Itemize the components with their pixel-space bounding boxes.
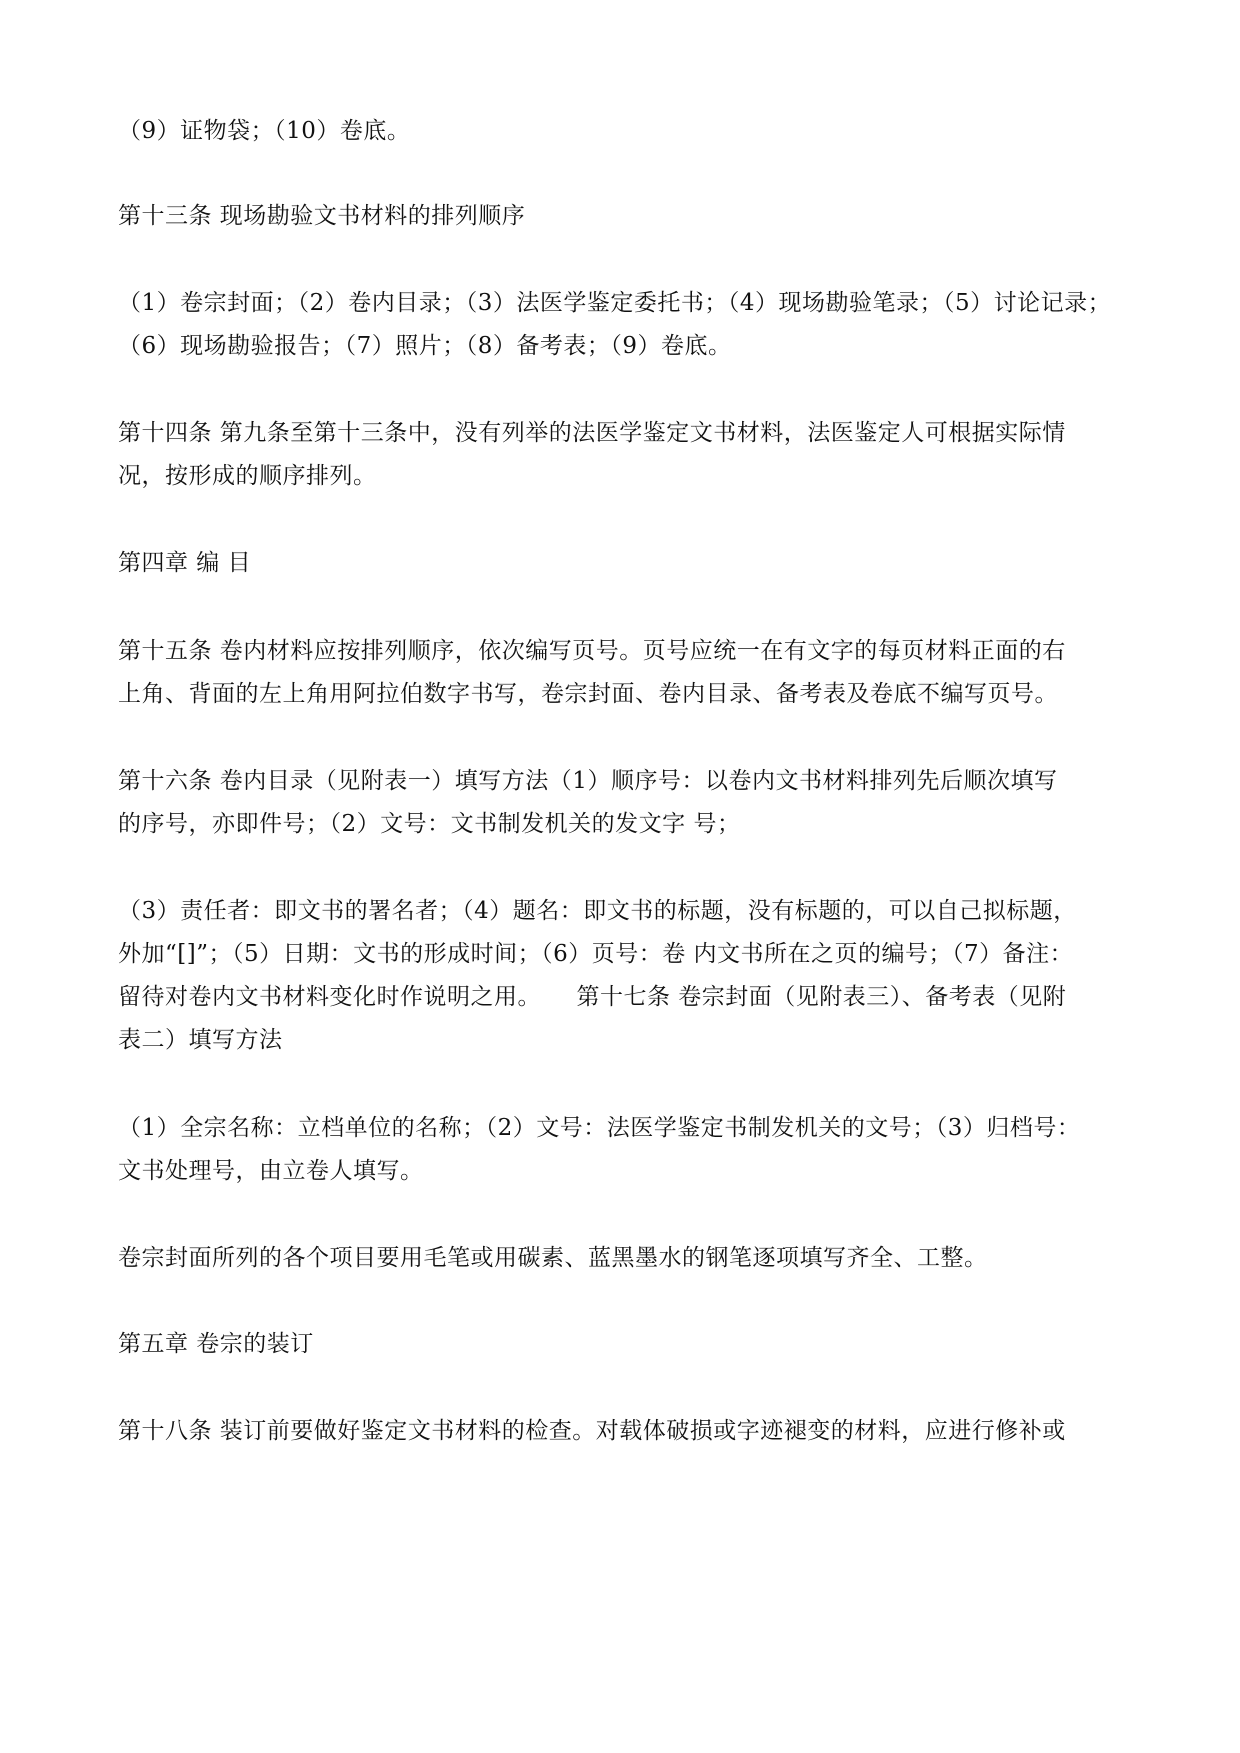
text-line: 外加“[]”；（5）日期：文书的形成时间；（6）页号：卷 内文书所在之页的编号；（7）备注： [118,941,1074,967]
article-16 [118,760,1128,846]
article-18 [118,1410,1128,1453]
cover-filling-note [118,1237,1128,1280]
text-line: 的序号，亦即件号；（2）文号：文书制发机关的发文字 号； [118,811,741,837]
text-line: 上角、背面的左上角用阿拉伯数字书写，卷宗封面、卷内目录、备考表及卷底不编写页号。 [118,681,1058,707]
text-line: （9）证物袋；（10）卷底。 [118,118,411,144]
article-16-items-and-17 [118,890,1128,1062]
text-line: 第十三条 现场勘验文书材料的排列顺序 [118,203,526,229]
text-line: 留待对卷内文书材料变化时作说明之用。 第十七条 卷宗封面（见附表三）、备考表（见附 [118,984,1067,1010]
text-line: 况，按形成的顺序排列。 [118,463,377,489]
article-17-items [118,1107,1128,1193]
text-line: 第五章 卷宗的装订 [118,1331,314,1357]
text-line: 卷宗封面所列的各个项目要用毛笔或用碳素、蓝黑墨水的钢笔逐项填写齐全、工整。 [118,1245,988,1271]
text-line: （1）全宗名称：立档单位的名称；（2）文号：法医学鉴定书制发机关的文号；（3）归档号： [118,1115,1081,1141]
article-13-heading [118,195,1128,238]
chapter-5-heading [118,1323,1128,1366]
text-line: 表二）填写方法 [118,1027,283,1053]
text-line: 第十八条 装订前要做好鉴定文书材料的检查。对载体破损或字迹褪变的材料，应进行修补或 [118,1418,1066,1444]
text-line: 第十六条 卷内目录（见附表一）填写方法（1）顺序号：以卷内文书材料排列先后顺次填写 [118,768,1058,794]
article-13-items [118,282,1128,368]
text-line: （3）责任者：即文书的署名者；（4）题名：即文书的标题，没有标题的，可以自己拟标题， [118,898,1077,924]
article-14 [118,412,1128,498]
chapter-4-heading [118,542,1128,585]
paragraph-item-list-end [118,110,1128,153]
article-15 [118,630,1128,716]
text-line: （1）卷宗封面；（2）卷内目录；（3）法医学鉴定委托书；（4）现场勘验笔录；（5）讨论记录； [118,290,1112,316]
text-line: 第十五条 卷内材料应按排列顺序，依次编写页号。页号应统一在有文字的每页材料正面的右 [118,638,1066,664]
text-line: 第十四条 第九条至第十三条中，没有列举的法医学鉴定文书材料，法医鉴定人可根据实际情 [118,420,1066,446]
text-line: 第四章 编 目 [118,550,252,576]
text-line: 文书处理号，由立卷人填写。 [118,1158,424,1184]
text-line: （6）现场勘验报告；（7）照片；（8）备考表；（9）卷底。 [118,333,732,359]
